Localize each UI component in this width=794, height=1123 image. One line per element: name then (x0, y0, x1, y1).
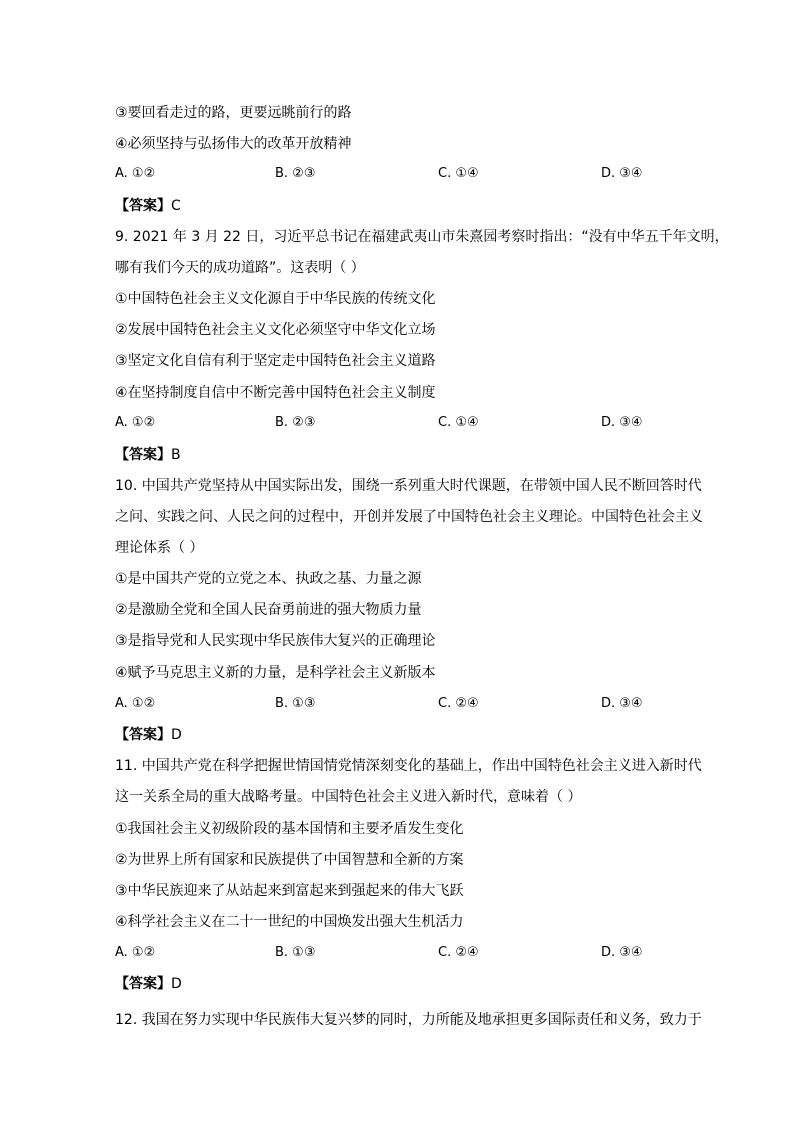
q10-item-3: ③是指导党和人民实现中华民族伟大复兴的正确理论 (115, 633, 436, 649)
q9-stem-line-1: 9. 2021 年 3 月 22 日，习近平总书记在福建武夷山市朱熹园考察时指出：“没有中华五千年文明， (115, 229, 729, 245)
q10-stem-line-3: 理论体系（ ） (115, 540, 204, 556)
q8-option-c: C. ①④ (438, 166, 479, 181)
answer-value: D (171, 976, 182, 992)
q11-options (115, 943, 675, 963)
answer-tag: 【答案】 (115, 727, 171, 743)
q9-item-1: ①中国特色社会主义文化源自于中华民族的传统文化 (115, 291, 436, 307)
answer-value: D (171, 727, 182, 743)
q8-option-b: B. ②③ (275, 166, 316, 181)
q10-option-c: C. ②④ (438, 696, 479, 711)
q10-stem-line-1: 10. 中国共产党坚持从中国实际出发，围绕一系列重大时代课题，在带领中国人民不断回答时代 (115, 478, 702, 494)
answer-tag: 【答案】 (115, 447, 171, 463)
q9-option-a: A. ①② (115, 415, 156, 430)
q10-answer (115, 725, 182, 745)
q8-option-d: D. ③④ (601, 166, 643, 181)
answer-value: B (171, 447, 181, 463)
q11-item-2: ②为世界上所有国家和民族提供了中国智慧和全新的方案 (115, 852, 464, 868)
q11-option-b: B. ①③ (275, 945, 316, 960)
answer-tag: 【答案】 (115, 198, 171, 214)
q10-item-4: ④赋予马克思主义新的力量，是科学社会主义新版本 (115, 665, 436, 681)
q9-option-c: C. ①④ (438, 415, 479, 430)
q11-answer (115, 974, 182, 994)
q9-answer (115, 445, 181, 465)
q11-item-1: ①我国社会主义初级阶段的基本国情和主要矛盾发生变化 (115, 821, 464, 837)
q11-option-d: D. ③④ (601, 945, 643, 960)
q11-stem-line-2: 这一关系全局的重大战略考量。中国特色社会主义进入新时代，意味着（ ） (115, 789, 582, 805)
q10-option-a: A. ①② (115, 696, 156, 711)
q9-item-2: ②发展中国特色社会主义文化必须坚守中华文化立场 (115, 322, 436, 338)
q8-item-3: ③要回看走过的路，更要远眺前行的路 (115, 105, 352, 121)
answer-tag: 【答案】 (115, 976, 171, 992)
q8-item-4: ④必须坚持与弘扬伟大的改革开放精神 (115, 136, 352, 152)
q10-stem-line-2: 之问、实践之问、人民之问的过程中，开创并发展了中国特色社会主义理论。中国特色社会主义 (115, 509, 703, 525)
q9-options (115, 413, 675, 433)
q10-options (115, 694, 675, 714)
q11-option-c: C. ②④ (438, 945, 479, 960)
q11-option-a: A. ①② (115, 945, 156, 960)
q9-option-b: B. ②③ (275, 415, 316, 430)
q9-item-3: ③坚定文化自信有利于坚定走中国特色社会主义道路 (115, 353, 436, 369)
q9-stem-line-2: 哪有我们今天的成功道路”。这表明（ ） (115, 260, 365, 276)
q11-item-3: ③中华民族迎来了从站起来到富起来到强起来的伟大飞跃 (115, 883, 464, 899)
q12-stem-line-1: 12. 我国在努力实现中华民族伟大复兴梦的同时，力所能及地承担更多国际责任和义务，致力于 (115, 1012, 702, 1028)
q11-item-4: ④科学社会主义在二十一世纪的中国焕发出强大生机活力 (115, 914, 464, 930)
answer-value: C (171, 198, 181, 214)
q11-stem-line-1: 11. 中国共产党在科学把握世情国情党情深刻变化的基础上，作出中国特色社会主义进入新时代 (115, 758, 702, 774)
q8-answer (115, 196, 181, 216)
q10-option-d: D. ③④ (601, 696, 643, 711)
q10-option-b: B. ①③ (275, 696, 316, 711)
q10-item-2: ②是激励全党和全国人民奋勇前进的强大物质力量 (115, 602, 422, 618)
q9-option-d: D. ③④ (601, 415, 643, 430)
q8-option-a: A. ①② (115, 166, 156, 181)
q10-item-1: ①是中国共产党的立党之本、执政之基、力量之源 (115, 571, 422, 587)
q9-item-4: ④在坚持制度自信中不断完善中国特色社会主义制度 (115, 385, 436, 401)
q8-options (115, 164, 675, 184)
